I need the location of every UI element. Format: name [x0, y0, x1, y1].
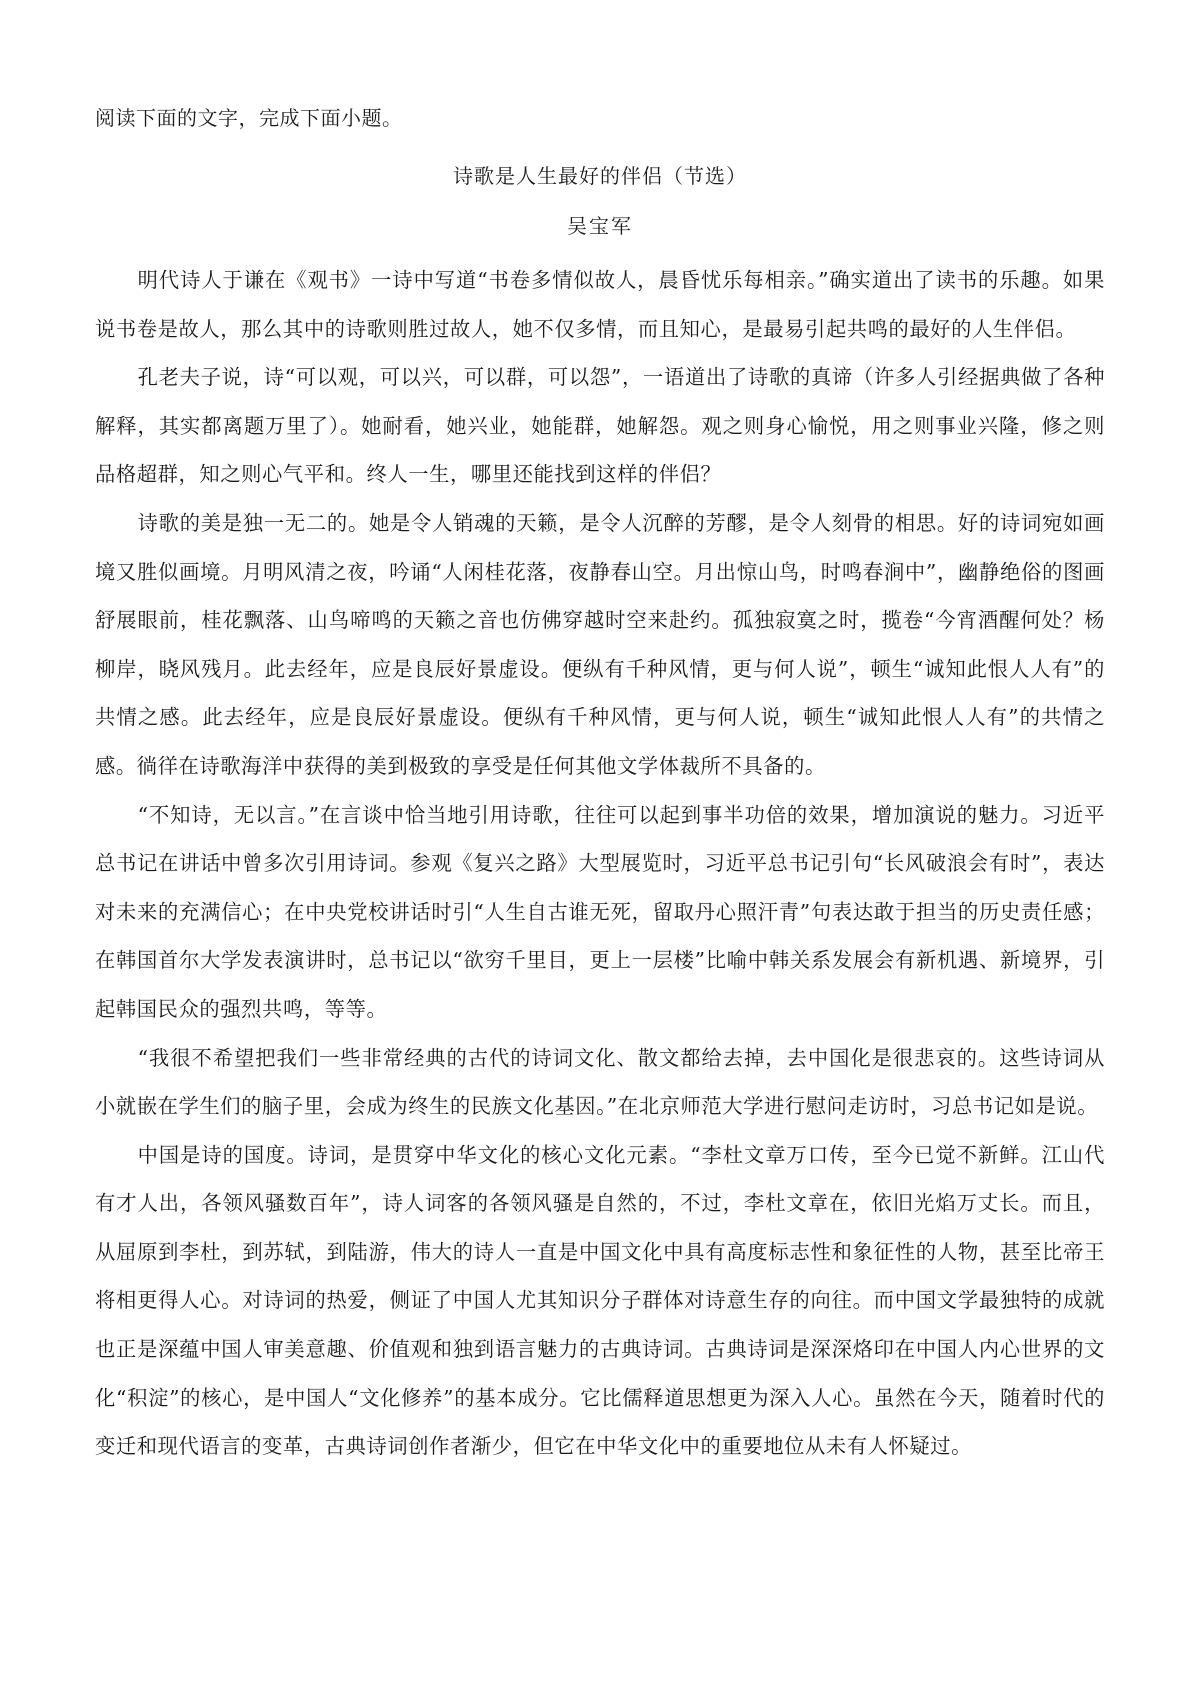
article-title: 诗歌是人生最好的伴侣（节选）	[453, 164, 747, 188]
paragraph-3: 诗歌的美是独一无二的。她是令人销魂的天籁，是令人沉醉的芳醪，是令人刻骨的相思。好的诗词宛如画境又胜似画境。月明风清之夜，吟诵“人闲桂花落，夜静春山空。月出惊山鸟，时鸣春涧中”，幽静绝俗的图画舒展眼前，桂花飘落、山鸟啼鸣的天籁之音也仿佛穿越时空来赴约。孤独寂寞之时，揽卷“今宵酒醒何处？杨柳岸，晓风残月。此去经年，应是良辰好景虚设。便纵有千种风情，更与何人说”，顿生“诚知此恨人人有”的共情之感。此去经年，应是良辰好景虚设。便纵有千种风情，更与何人说，顿生“诚知此恨人人有”的共情之感。徜徉在诗歌海洋中获得的美到极致的享受是任何其他文学体裁所不具备的。	[95, 510, 1105, 778]
paragraph-5: “我很不希望把我们一些非常经典的古代的诗词文化、散文都给去掉，去中国化是很悲哀的。这些诗词从小就嵌在学生们的脑子里，会成为终生的民族文化基因。”在北京师范大学进行慰问走访时，习总书记如是说。	[95, 1045, 1105, 1119]
article-body	[95, 256, 1105, 1471]
paragraph-4: “不知诗，无以言。”在言谈中恰当地引用诗歌，往往可以起到事半功倍的效果，增加演说的魅力。习近平总书记在讲话中曾多次引用诗词。参观《复兴之路》大型展览时，习近平总书记引句“长风破浪会有时”，表达对未来的充满信心；在中央党校讲话时引“人生自古谁无死，留取丹心照汗青”句表达敢于担当的历史责任感；在韩国首尔大学发表演讲时，总书记以“欲穷千里目，更上一层楼”比喻中韩关系发展会有新机遇、新境界，引起韩国民众的强烈共鸣，等等。	[95, 802, 1105, 1021]
paragraph-2: 孔老夫子说，诗“可以观，可以兴，可以群，可以怨”，一语道出了诗歌的真谛（许多人引经据典做了各种解释，其实都离题万里了）。她耐看，她兴业，她能群，她解怨。观之则身心愉悦，用之则事业兴隆，修之则品格超群，知之则心气平和。终人一生，哪里还能找到这样的伴侣？	[95, 365, 1105, 487]
paragraph-1: 明代诗人于谦在《观书》一诗中写道“书卷多情似故人，晨昏忧乐每相亲。”确实道出了读书的乐趣。如果说书卷是故人，那么其中的诗歌则胜过故人，她不仅多情，而且知心，是最易引起共鸣的最好的人生伴侣。	[95, 268, 1105, 341]
reading-instruction: 阅读下面的文字，完成下面小题。	[95, 106, 403, 130]
paragraph-6: 中国是诗的国度。诗词，是贯穿中华文化的核心文化元素。“李杜文章万口传，至今已觉不新鲜。江山代有才人出，各领风骚数百年”，诗人词客的各领风骚是自然的，不过，李杜文章在，依旧光焰万丈长。而且，从屈原到李杜，到苏轼，到陆游，伟大的诗人一直是中国文化中具有高度标志性和象征性的人物，甚至比帝王将相更得人心。对诗词的热爱，侧证了中国人尤其知识分子群体对诗意生存的向往。而中国文学最独特的成就也正是深蕴中国人审美意趣、价值观和独到语言魅力的古典诗词。古典诗词是深深烙印在中国人内心世界的文化“积淀”的核心，是中国人“文化修养”的基本成分。它比儒释道思想更为深入人心。虽然在今天，随着时代的变迁和现代语言的变革，古典诗词创作者渐少，但它在中华文化中的重要地位从未有人怀疑过。	[95, 1142, 1105, 1459]
article-author: 吴宝军	[567, 214, 633, 238]
